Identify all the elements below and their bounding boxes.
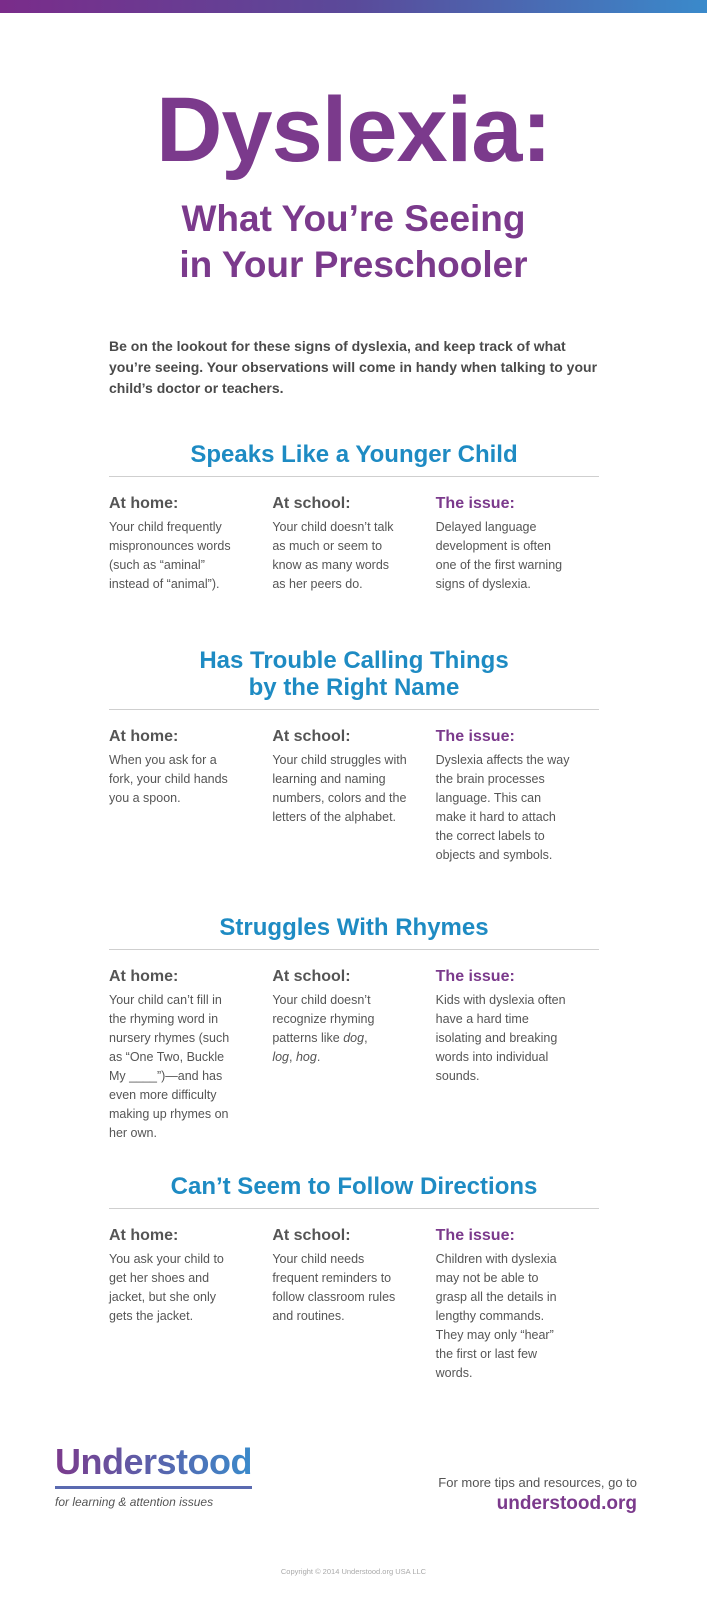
copyright-notice: Copyright © 2014 Understood.org USA LLC [280,1567,427,1576]
page-title: Dyslexia: [155,79,552,181]
school-text-suffix: . [316,1050,321,1064]
section-heading [109,441,599,477]
section-heading [109,914,599,950]
column-at-home [109,967,272,1143]
logo-tagline: for learning & attention issues [55,1495,214,1509]
at-home-label: At home: [109,495,179,512]
at-school-text: Your child doesn’t talk as much or seem to know as many words as her peers do. [272,520,394,591]
the-issue-label: The issue: [435,968,515,985]
at-school-text: Your child needs frequent reminders to follow classroom rules and routines. [272,1252,396,1323]
section-heading-line-1: Speaks Like a Younger Child [190,441,518,468]
intro-text: Be on the lookout for these signs of dyslexia, and keep track of what you’re seeing. Your observations will come in handy when talking to your child’s doctor or teachers. [109,338,598,396]
more-resources [438,1474,637,1516]
at-home-label: At home: [109,728,179,745]
at-school-text: Your child struggles with learning and naming numbers, colors and the letters of the alphabet. [272,753,407,824]
at-school-label: At school: [272,968,351,985]
column-the-issue [436,1226,599,1383]
at-home-label: At home: [109,1227,179,1244]
column-at-home [109,1226,272,1383]
at-home-text: Your child frequently mispronounces words (such as “aminal” instead of “animal”). [109,520,231,591]
the-issue-label: The issue: [435,495,515,512]
the-issue-text: Dyslexia affects the way the brain processes language. This can make it hard to attach the correct labels to objects and symbols. [435,753,570,862]
section-trouble-calling-things [109,647,599,865]
section-columns [109,727,599,865]
column-at-home [109,494,272,594]
at-school-label: At school: [272,495,351,512]
logo-wordmark: Understood [55,1442,252,1489]
rhyme-word-log: log [272,1050,290,1064]
understood-logo[interactable] [55,1442,252,1509]
the-issue-text: Children with dyslexia may not be able to grasp all the details in lengthy commands. They may only “hear” the first or last few words. [435,1252,557,1380]
understood-link[interactable]: understood.org [496,1493,637,1514]
column-at-school [272,967,435,1143]
subtitle-line-1: What You’re Seeing [181,198,526,239]
column-at-home [109,727,272,865]
section-heading-line-1: Struggles With Rhymes [219,914,489,941]
at-home-text: You ask your child to get her shoes and jacket, but she only gets the jacket. [109,1252,224,1323]
top-gradient-bar [0,0,707,13]
section-columns [109,1226,599,1383]
column-the-issue [436,727,599,865]
at-school-label: At school: [272,728,351,745]
section-heading-line-1: Has Trouble Calling Things [199,647,509,674]
at-home-label: At home: [109,968,179,985]
more-resources-text: For more tips and resources, go to [438,1475,637,1490]
the-issue-label: The issue: [435,1227,515,1244]
rhyme-word-hog: hog [295,1050,317,1064]
section-heading [109,647,599,710]
column-at-school [272,727,435,865]
subtitle-line-2: in Your Preschooler [179,244,528,285]
section-columns [109,494,599,594]
section-follow-directions [109,1173,599,1383]
rhyme-separator-2: , [289,1050,296,1064]
rhyme-word-dog: dog [343,1031,365,1045]
at-home-text: Your child can’t fill in the rhyming word in nursery rhymes (such as “One Two, Buckle My ____”)—and has even more difficulty making up rhymes on her own. [109,993,230,1140]
page-subtitle [0,196,707,288]
section-struggles-with-rhymes [109,914,599,1143]
section-heading-line-2: by the Right Name [248,674,460,701]
section-speaks-like-younger-child [109,441,599,594]
rhyme-separator-1: , [364,1031,368,1045]
at-school-label: At school: [272,1227,351,1244]
the-issue-text: Delayed language development is often one of the first warning signs of dyslexia. [435,520,563,591]
section-columns [109,967,599,1143]
at-home-text: When you ask for a fork, your child hands you a spoon. [109,753,228,805]
at-school-text [272,991,384,1067]
the-issue-label: The issue: [435,728,515,745]
column-at-school [272,494,435,594]
section-heading-line-1: Can’t Seem to Follow Directions [170,1173,538,1200]
column-the-issue [436,967,599,1143]
column-at-school [272,1226,435,1383]
section-heading [109,1173,599,1209]
school-text-prefix: Your child doesn’t recognize rhyming patterns like [272,993,375,1045]
the-issue-text: Kids with dyslexia often have a hard time isolating and breaking words into individual sounds. [435,993,566,1083]
column-the-issue [436,494,599,594]
